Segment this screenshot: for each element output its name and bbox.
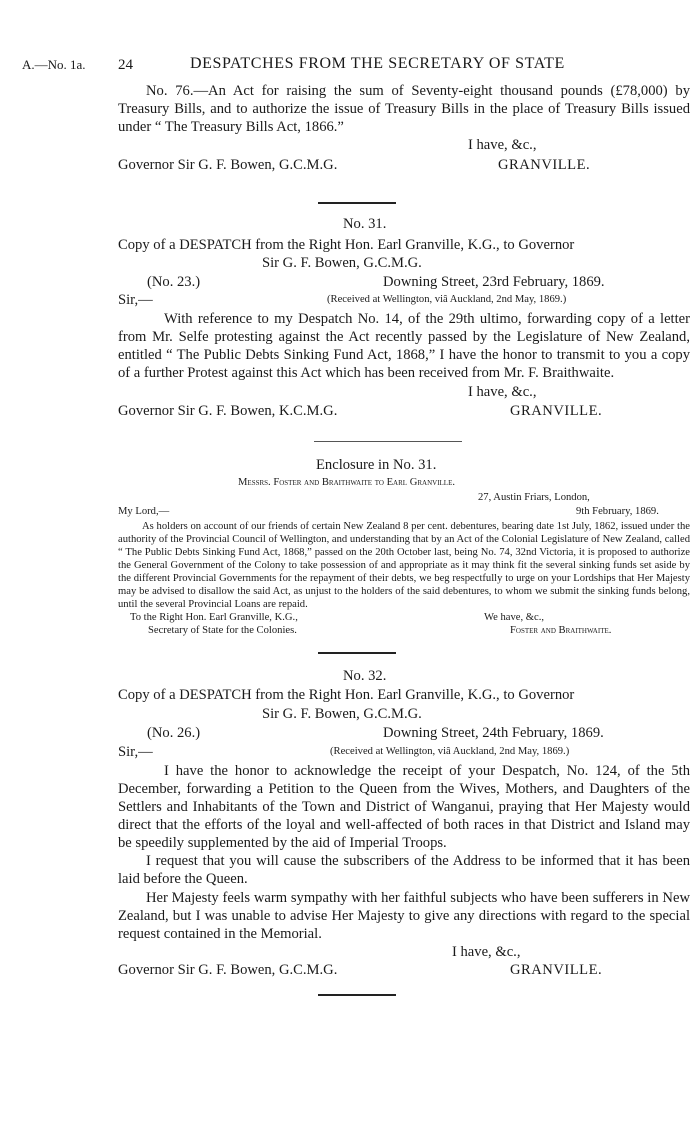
enclosure-signature: Foster and Braithwaite. xyxy=(510,625,612,636)
closing: I have, &c., xyxy=(468,384,537,400)
section-divider xyxy=(314,441,462,442)
closing: I have, &c., xyxy=(468,137,537,153)
despatch-body-2: I request that you will cause the subscribers of the Address to be informed that it has been laid before the Queen. xyxy=(118,853,690,887)
act-paragraph: No. 76.—An Act for raising the sum of Seventy-eight thousand pounds (£78,000) by Treasury Bills, and to authorize the issue of Treasury Bills in the place of Treasury Bills issued under “ The Treasury Bills Act, 1866.” xyxy=(118,83,690,135)
page-number: 24 xyxy=(118,57,133,73)
section-divider xyxy=(318,994,396,996)
enclosure-closing: We have, &c., xyxy=(484,612,545,623)
despatch-body: With reference to my Despatch No. 14, of the 29th ultimo, forwarding copy of a letter from Mr. Selfe protesting against the Act recently passed by the Legislature of New Zealand, entitled “ The Public Debts Sinking Fund Act, 1868,” I have the honor to transmit to you a copy of a further Protest against this Act which has been received from Mr. F. Braithwaite. xyxy=(118,311,690,381)
section-divider xyxy=(318,202,396,204)
enclosure-salutation: My Lord,— xyxy=(118,506,170,517)
despatch-heading: Copy of a DESPATCH from the Right Hon. Earl Granville, K.G., to Governor xyxy=(118,237,575,253)
enclosure-date: 9th February, 1869. xyxy=(576,506,659,517)
enclosure-to: To the Right Hon. Earl Granville, K.G., xyxy=(130,612,298,623)
despatch-number: No. 31. xyxy=(343,216,387,232)
received-note: (Received at Wellington, viâ Auckland, 2nd May, 1869.) xyxy=(330,746,570,757)
despatch-ref: (No. 26.) xyxy=(147,725,201,741)
enclosure-title: Enclosure in No. 31. xyxy=(316,457,437,473)
closing: I have, &c., xyxy=(452,944,521,960)
page-reference: A.—No. 1a. xyxy=(22,57,86,72)
enclosure-to-line2: Secretary of State for the Colonies. xyxy=(148,625,297,636)
despatch-body-1: I have the honor to acknowledge the receipt of your Despatch, No. 124, of the 5th December, forwarding a Petition to the Queen from the Wives, Mothers, and Daughters of the Settlers and Inhabitants of the Town and District of Wanganui, praying that Her Majesty would direct that the efforts of the loyal and well-affected of both races in that District and Island may be speedily supplemented by the aid of Imperial Troops. xyxy=(118,763,690,851)
section-divider xyxy=(318,652,396,654)
running-title: DESPATCHES FROM THE SECRETARY OF STATE xyxy=(190,55,565,72)
despatch-heading: Copy of a DESPATCH from the Right Hon. Earl Granville, K.G., to Governor xyxy=(118,687,575,703)
received-note: (Received at Wellington, viâ Auckland, 2nd May, 1869.) xyxy=(327,294,567,305)
addressee: Governor Sir G. F. Bowen, G.C.M.G. xyxy=(118,962,338,978)
despatch-ref: (No. 23.) xyxy=(147,274,201,290)
enclosure-body: As holders on account of our friends of certain New Zealand 8 per cent. debentures, bearing date 1st July, 1862, issued under the authority of the Provincial Council of Wellington, and understanding that by an Act of the Colonial Legislature of New Zealand, called “ The Public Debts Sinking Fund Act, 1868,” passed on the 20th October last, being No. 74, 32nd Victoria, it is proposed to authorize the General Government of the Colony to take possession of and appropriate as it may think fit the several sinking funds set aside by the different Provincial Governments for the repayment of their debts, we beg respectfully to urge on your Lordships that Her Majesty may be advised to disallow the said Act, as unjust to the holders of the said debentures, to whom we submit the sinking funds belong, until the several Provincial Loans are repaid. xyxy=(118,521,690,610)
signature: GRANVILLE. xyxy=(498,157,591,173)
despatch-heading-line2: Sir G. F. Bowen, G.C.M.G. xyxy=(262,706,422,722)
addressee: Governor Sir G. F. Bowen, K.C.M.G. xyxy=(118,403,338,419)
enclosure-address: 27, Austin Friars, London, xyxy=(478,492,590,503)
salutation: Sir,— xyxy=(118,292,153,308)
salutation: Sir,— xyxy=(118,744,153,760)
place-date: Downing Street, 24th February, 1869. xyxy=(383,725,604,741)
despatch-body-3: Her Majesty feels warm sympathy with her faithful subjects who have been sufferers in New Zealand, but I was unable to advise Her Majesty to give any directions with regard to the special request contained in the Memorial. xyxy=(118,890,690,942)
enclosure-from: Messrs. Foster and Braithwaite to Earl Granville. xyxy=(238,477,455,488)
signature: GRANVILLE. xyxy=(510,403,603,419)
addressee: Governor Sir G. F. Bowen, G.C.M.G. xyxy=(118,157,338,173)
despatch-heading-line2: Sir G. F. Bowen, G.C.M.G. xyxy=(262,255,422,271)
signature: GRANVILLE. xyxy=(510,962,603,978)
despatch-number: No. 32. xyxy=(343,668,387,684)
place-date: Downing Street, 23rd February, 1869. xyxy=(383,274,605,290)
